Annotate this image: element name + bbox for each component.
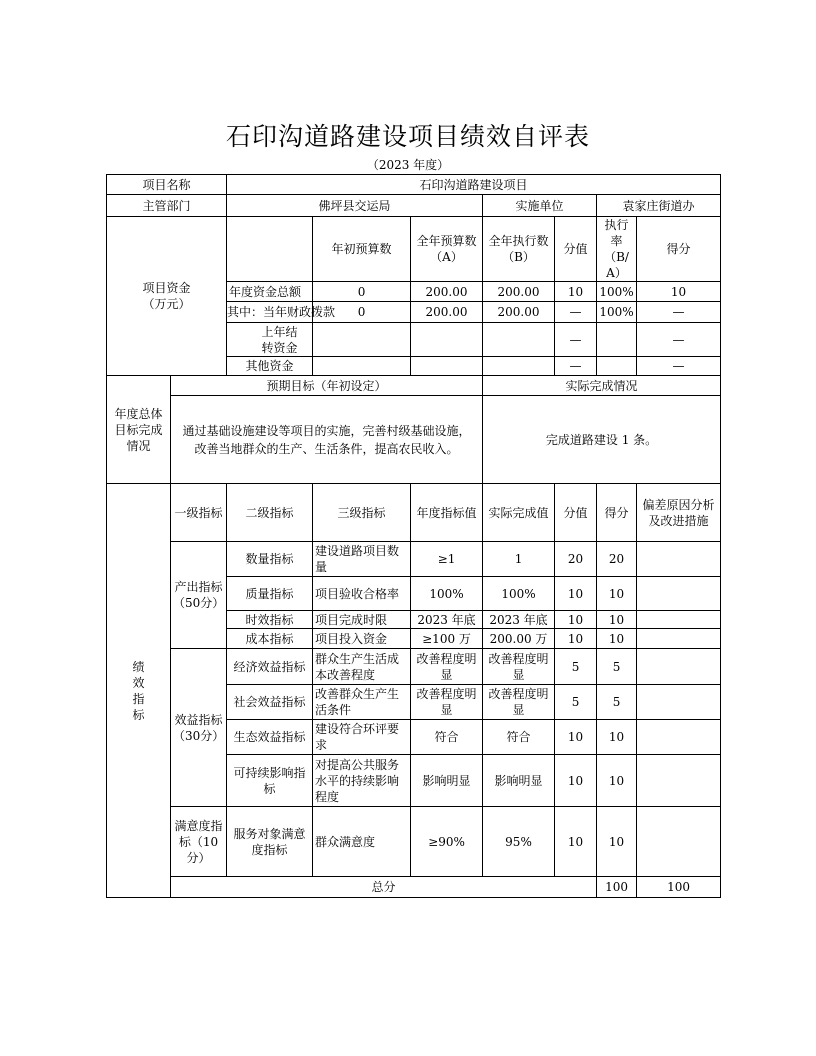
- funds-cell: —: [637, 302, 721, 323]
- evaluation-table: [106, 174, 721, 898]
- indicator-cell: 2023 年底: [411, 611, 483, 629]
- indicator-cell: 10: [555, 577, 597, 611]
- indicator-cell: [637, 629, 721, 649]
- indicator-cell: [637, 649, 721, 685]
- indicator-cell: 符合: [483, 720, 555, 755]
- expected-goal-header: 预期目标（年初设定）: [171, 376, 483, 396]
- indicator-cell: 20: [597, 542, 637, 577]
- goals-header-row: [107, 376, 721, 396]
- unit-label: 实施单位: [483, 195, 597, 217]
- funds-cell: 200.00: [483, 302, 555, 323]
- funds-cell: [313, 357, 411, 376]
- indicator-cell: 10: [597, 807, 637, 877]
- funds-cell: 0: [313, 302, 411, 323]
- indicator-cell: 项目完成时限: [313, 611, 411, 629]
- indicator-group-satisfaction: 满意度指标（10分）: [171, 807, 227, 877]
- dept-row: [107, 195, 721, 217]
- indicator-cell: 成本指标: [227, 629, 313, 649]
- indicator-cell: [637, 755, 721, 807]
- funds-header-cell: 全年执行数（B）: [483, 217, 555, 282]
- indicator-cell: 项目验收合格率: [313, 577, 411, 611]
- indicator-header-row: [107, 484, 721, 542]
- indicator-header-cell: 年度指标值: [411, 484, 483, 542]
- indicator-cell: 符合: [411, 720, 483, 755]
- funds-row-label: 上年结转资金: [227, 323, 313, 357]
- indicator-cell: 群众满意度: [313, 807, 411, 877]
- indicator-cell: 100%: [483, 577, 555, 611]
- total-score-got: 100: [637, 877, 721, 898]
- indicator-cell: 10: [597, 755, 637, 807]
- total-score-value: 100: [597, 877, 637, 898]
- indicator-cell: 95%: [483, 807, 555, 877]
- funds-cell: —: [637, 357, 721, 376]
- actual-result-text: 完成道路建设 1 条。: [483, 396, 721, 484]
- indicator-cell: 项目投入资金: [313, 629, 411, 649]
- indicator-cell: 5: [597, 649, 637, 685]
- indicator-cell: 5: [597, 685, 637, 720]
- indicator-row: [107, 649, 721, 685]
- funds-cell: 0: [313, 282, 411, 302]
- funds-cell: [411, 323, 483, 357]
- funds-header-blank: [227, 217, 313, 282]
- indicator-cell: 改善程度明显: [483, 685, 555, 720]
- funds-cell: —: [555, 357, 597, 376]
- indicator-cell: 改善群众生产生活条件: [313, 685, 411, 720]
- funds-cell: 200.00: [483, 282, 555, 302]
- indicator-cell: 建设道路项目数量: [313, 542, 411, 577]
- funds-cell: [483, 323, 555, 357]
- indicator-cell: 10: [555, 807, 597, 877]
- funds-cell: 100%: [597, 302, 637, 323]
- indicator-cell: 质量指标: [227, 577, 313, 611]
- indicator-cell: [637, 542, 721, 577]
- funds-header-cell: 分值: [555, 217, 597, 282]
- indicator-cell: [637, 807, 721, 877]
- indicator-cell: 5: [555, 649, 597, 685]
- indicator-cell: 10: [555, 755, 597, 807]
- indicator-cell: ≥1: [411, 542, 483, 577]
- indicator-cell: 生态效益指标: [227, 720, 313, 755]
- page-title: 石印沟道路建设项目绩效自评表: [225, 122, 590, 151]
- indicator-cell: 服务对象满意度指标: [227, 807, 313, 877]
- indicator-header-cell: 一级指标: [171, 484, 227, 542]
- total-row: [107, 877, 721, 898]
- indicator-cell: [637, 577, 721, 611]
- indicator-header-cell: 得分: [597, 484, 637, 542]
- indicator-header-cell: 分值: [555, 484, 597, 542]
- indicator-cell: 10: [555, 611, 597, 629]
- funds-cell: —: [637, 323, 721, 357]
- indicator-cell: 10: [555, 720, 597, 755]
- funds-cell: 200.00: [411, 282, 483, 302]
- indicator-cell: 10: [597, 611, 637, 629]
- indicator-header-cell: 三级指标: [313, 484, 411, 542]
- funds-cell: 10: [555, 282, 597, 302]
- funds-cell: 100%: [597, 282, 637, 302]
- indicator-cell: [637, 685, 721, 720]
- goals-content-row: [107, 396, 721, 484]
- indicator-cell: ≥100 万: [411, 629, 483, 649]
- indicator-cell: 10: [597, 577, 637, 611]
- funds-cell: 10: [637, 282, 721, 302]
- total-label: 总分: [171, 877, 597, 898]
- dept-label: 主管部门: [107, 195, 227, 217]
- funds-cell: [411, 357, 483, 376]
- funds-header-cell: 执行率（B/A）: [597, 217, 637, 282]
- funds-row-label: 年度资金总额: [227, 282, 313, 302]
- indicator-row: [107, 807, 721, 877]
- indicator-cell: 社会效益指标: [227, 685, 313, 720]
- indicator-cell: 10: [555, 629, 597, 649]
- project-name-value: 石印沟道路建设项目: [227, 175, 721, 195]
- goals-label: 年度总体目标完成情况: [107, 376, 171, 484]
- indicator-cell: 改善程度明显: [411, 649, 483, 685]
- indicator-cell: 20: [555, 542, 597, 577]
- indicator-cell: [637, 611, 721, 629]
- indicator-group-output: 产出指标（50分）: [171, 542, 227, 649]
- indicator-cell: 对提高公共服务水平的持续影响程度: [313, 755, 411, 807]
- expected-goal-text: 通过基础设施建设等项目的实施，完善村级基础设施，改善当地群众的生产、生活条件，提高农民收入。: [171, 396, 483, 484]
- actual-result-header: 实际完成情况: [483, 376, 721, 396]
- indicator-cell: 建设符合环评要求: [313, 720, 411, 755]
- project-name-row: [107, 175, 721, 195]
- indicator-group-benefit: 效益指标（30分）: [171, 649, 227, 807]
- indicator-row: [107, 542, 721, 577]
- indicator-cell: 改善程度明显: [411, 685, 483, 720]
- indicator-cell: 5: [555, 685, 597, 720]
- indicator-cell: 数量指标: [227, 542, 313, 577]
- indicator-cell: 2023 年底: [483, 611, 555, 629]
- indicator-cell: 影响明显: [483, 755, 555, 807]
- funds-header-cell: 年初预算数: [313, 217, 411, 282]
- indicator-cell: 10: [597, 629, 637, 649]
- indicators-label: 绩 效 指 标: [107, 484, 171, 898]
- indicator-cell: 改善程度明显: [483, 649, 555, 685]
- funds-cell: [597, 357, 637, 376]
- indicator-cell: [637, 720, 721, 755]
- funds-row-label: 其他资金: [227, 357, 313, 376]
- indicator-header-cell: 偏差原因分析及改进措施: [637, 484, 721, 542]
- indicator-cell: 经济效益指标: [227, 649, 313, 685]
- funds-header-cell: 得分: [637, 217, 721, 282]
- dept-value: 佛坪县交运局: [227, 195, 483, 217]
- funds-cell: —: [555, 323, 597, 357]
- indicator-cell: 100%: [411, 577, 483, 611]
- funds-cell: [483, 357, 555, 376]
- funds-row-label: 其中：当年财政拨款: [227, 302, 313, 323]
- indicator-header-cell: 实际完成值: [483, 484, 555, 542]
- indicator-cell: 1: [483, 542, 555, 577]
- funds-header-cell: 全年预算数（A）: [411, 217, 483, 282]
- funds-cell: [597, 323, 637, 357]
- page-subtitle: （2023 年度）: [366, 158, 450, 172]
- funds-label: 项目资金 （万元）: [107, 217, 227, 376]
- funds-cell: 200.00: [411, 302, 483, 323]
- indicator-cell: 时效指标: [227, 611, 313, 629]
- funds-header-row: [107, 217, 721, 282]
- indicator-cell: 群众生产生活成本改善程度: [313, 649, 411, 685]
- indicator-cell: 10: [597, 720, 637, 755]
- indicator-header-cell: 二级指标: [227, 484, 313, 542]
- funds-cell: —: [555, 302, 597, 323]
- funds-cell: [313, 323, 411, 357]
- unit-value: 袁家庄街道办: [597, 195, 721, 217]
- indicator-cell: 可持续影响指标: [227, 755, 313, 807]
- project-name-label: 项目名称: [107, 175, 227, 195]
- indicator-cell: 200.00 万: [483, 629, 555, 649]
- indicator-cell: ≥90%: [411, 807, 483, 877]
- indicator-cell: 影响明显: [411, 755, 483, 807]
